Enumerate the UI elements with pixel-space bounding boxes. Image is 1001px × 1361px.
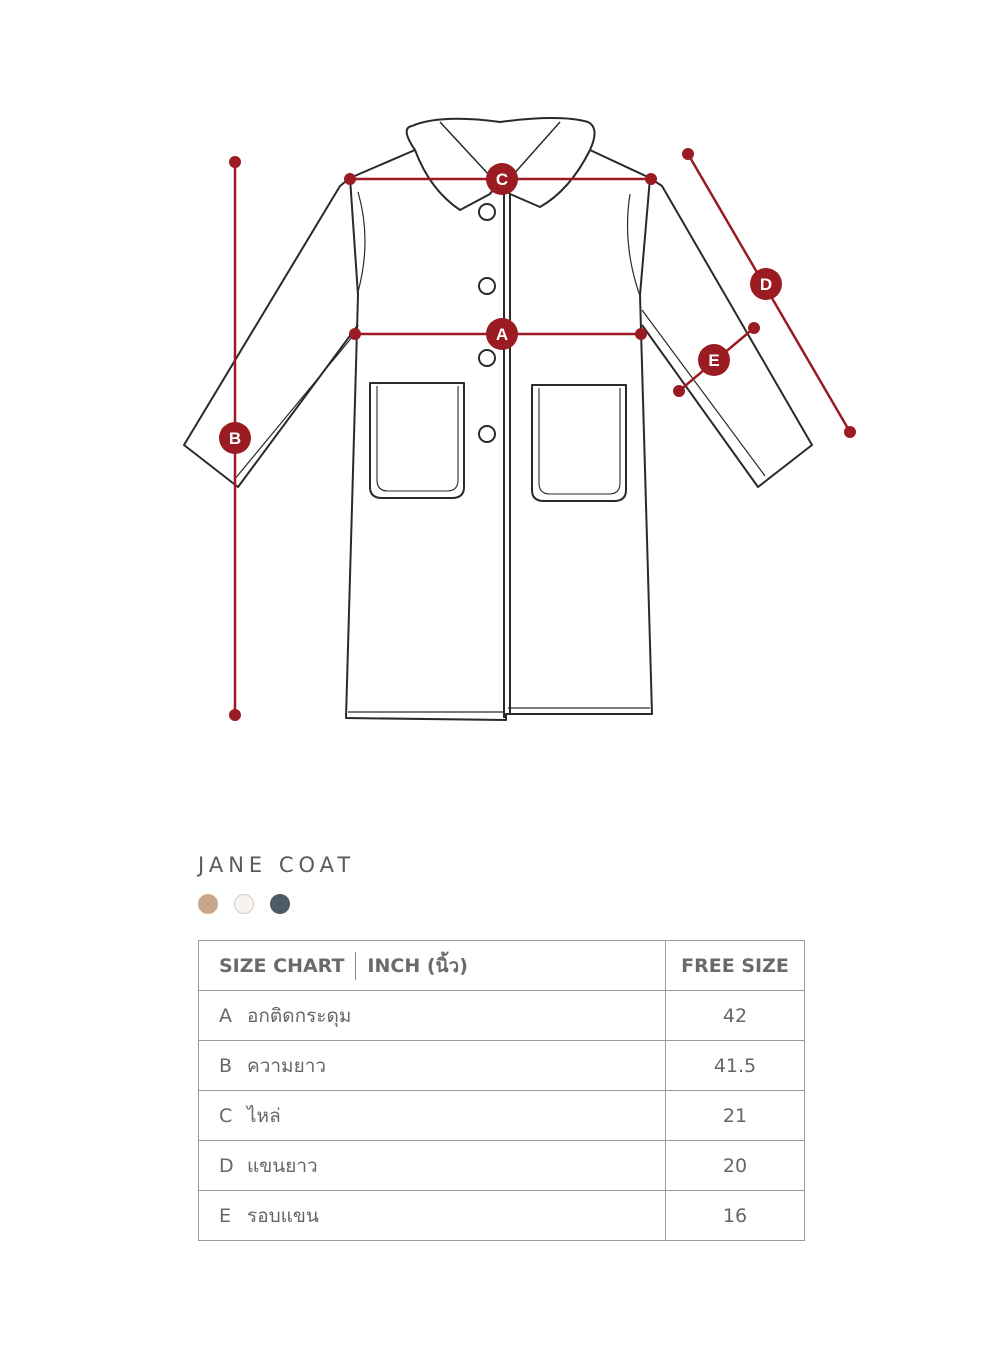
- measure-dot: [645, 173, 657, 185]
- row-letter: D: [219, 1154, 234, 1177]
- measure-dot: [229, 156, 241, 168]
- row-value: 42: [666, 991, 805, 1041]
- coat-body: [346, 150, 652, 720]
- size-chart-title: SIZE CHART: [219, 954, 345, 977]
- measure-dot: [673, 385, 685, 397]
- color-swatch[interactable]: [198, 894, 218, 914]
- row-value: 21: [666, 1091, 805, 1141]
- marker-d-label: D: [759, 275, 773, 294]
- button: [479, 278, 495, 294]
- color-swatches: [198, 894, 290, 914]
- hem-line: [348, 708, 650, 712]
- color-swatch[interactable]: [234, 894, 254, 914]
- table-row: [199, 1191, 805, 1241]
- right-pocket-stitch: [539, 388, 620, 494]
- row-letter: B: [219, 1054, 233, 1077]
- product-title: JANE COAT: [198, 853, 356, 877]
- placket: [504, 194, 510, 718]
- left-sleeve-seam: [234, 192, 365, 480]
- button: [479, 204, 495, 220]
- table-row: [199, 991, 805, 1041]
- header-divider: [355, 952, 356, 980]
- marker-e: [698, 344, 730, 376]
- size-chart-table: [198, 940, 805, 1241]
- row-letter: A: [219, 1004, 232, 1027]
- left-pocket: [370, 383, 464, 498]
- button: [479, 426, 495, 442]
- measure-dot: [229, 709, 241, 721]
- row-value: 20: [666, 1141, 805, 1191]
- marker-a: [486, 318, 518, 350]
- row-label: อกติดกระดุม: [247, 1004, 352, 1027]
- row-letter: C: [219, 1104, 233, 1127]
- marker-c: [486, 163, 518, 195]
- marker-c-label: C: [495, 170, 509, 189]
- measure-dot: [344, 173, 356, 185]
- table-row: [199, 1141, 805, 1191]
- size-chart-header-label: [199, 941, 666, 991]
- left-sleeve: [184, 178, 358, 487]
- row-label: ไหล่: [247, 1104, 281, 1127]
- marker-e-label: E: [708, 351, 720, 370]
- size-chart-header: [199, 941, 805, 991]
- row-label: รอบแขน: [247, 1204, 319, 1227]
- marker-d: [750, 268, 782, 300]
- table-row: [199, 1091, 805, 1141]
- right-sleeve: [642, 178, 812, 487]
- row-value: 41.5: [666, 1041, 805, 1091]
- measure-dot: [682, 148, 694, 160]
- size-column-header: FREE SIZE: [666, 941, 805, 991]
- color-swatch[interactable]: [270, 894, 290, 914]
- measure-dot: [748, 322, 760, 334]
- row-label: ความยาว: [247, 1054, 327, 1077]
- button: [479, 350, 495, 366]
- row-value: 16: [666, 1191, 805, 1241]
- size-chart-unit: INCH (นิ้ว): [367, 954, 468, 977]
- measure-dot: [635, 328, 647, 340]
- measure-dot: [844, 426, 856, 438]
- row-letter: E: [219, 1204, 232, 1227]
- left-pocket-stitch: [377, 386, 458, 491]
- table-row: [199, 1041, 805, 1091]
- measure-dot: [349, 328, 361, 340]
- marker-b-label: B: [228, 429, 242, 448]
- right-pocket: [532, 385, 626, 501]
- marker-b: [219, 422, 251, 454]
- row-label: แขนยาว: [247, 1154, 318, 1177]
- marker-a-label: A: [495, 325, 509, 344]
